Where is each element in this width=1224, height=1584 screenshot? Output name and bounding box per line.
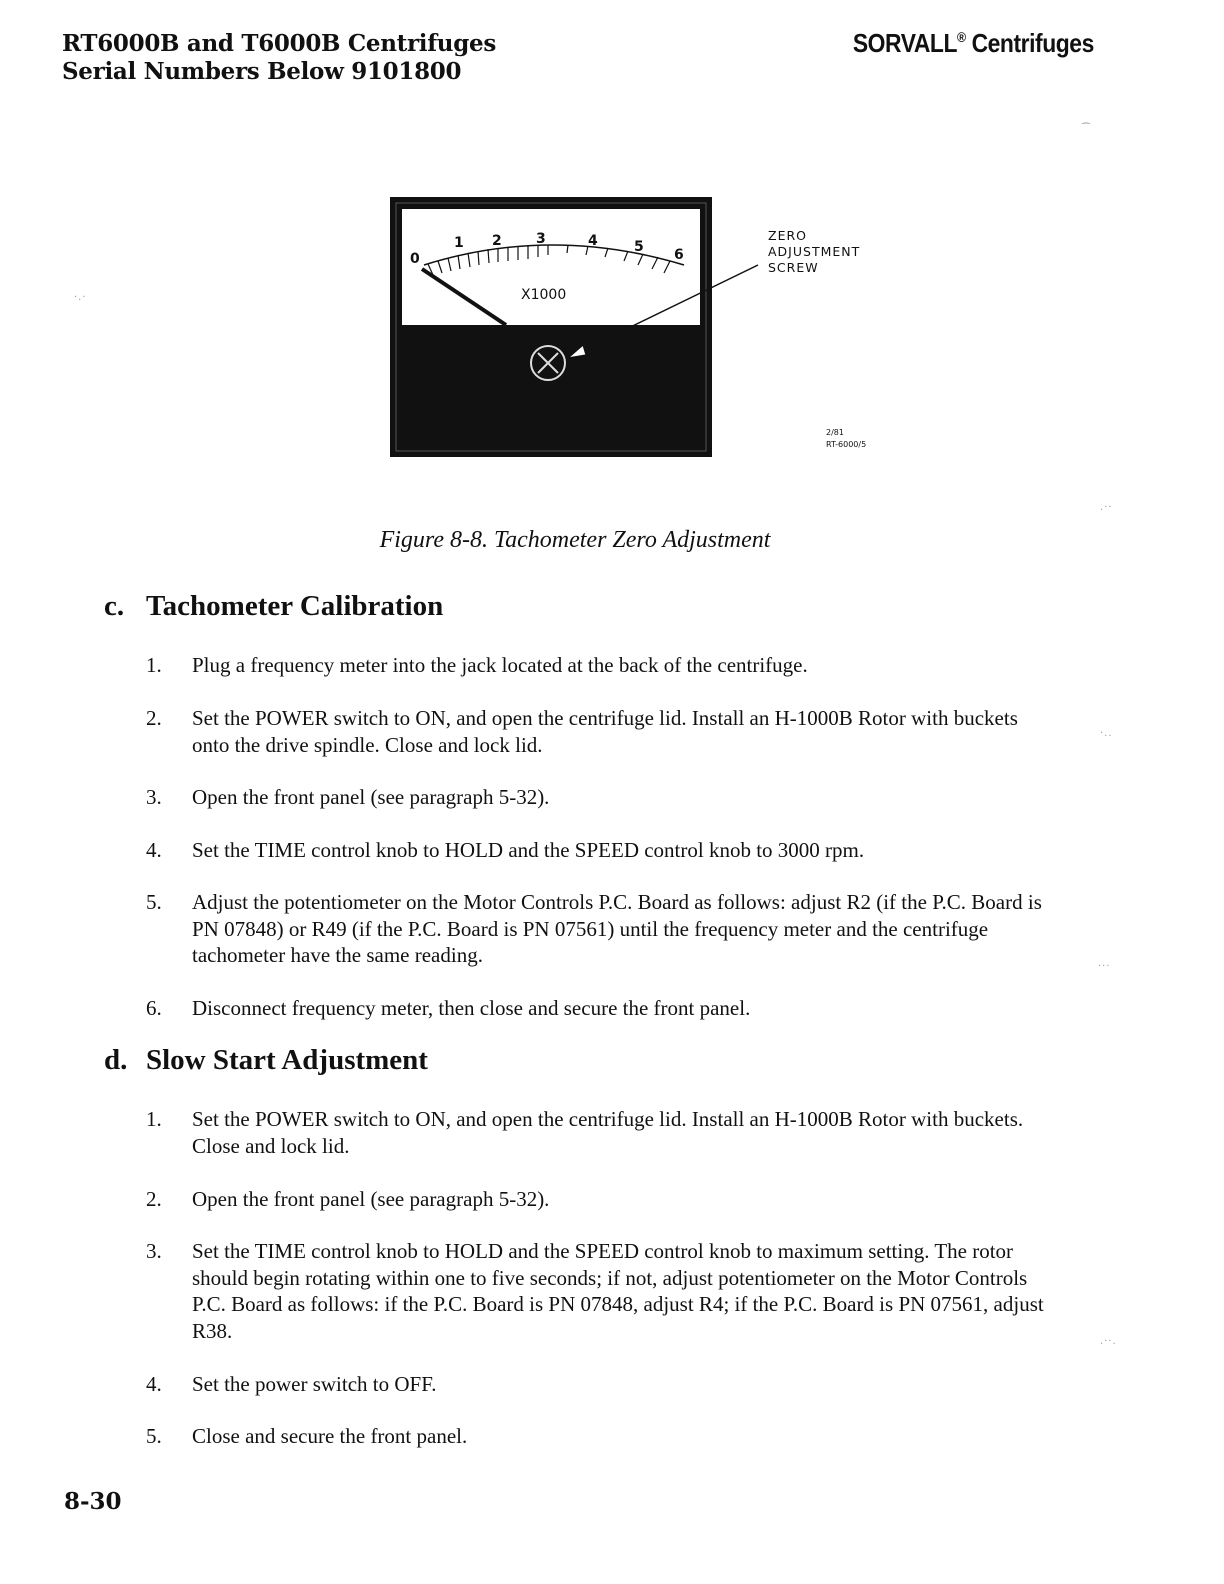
list-item-text: Set the POWER switch to ON, and open the centrifuge lid. Install an H-1000B Rotor with buckets. Close and lock lid. bbox=[192, 1107, 1024, 1158]
scale-label-4: 4 bbox=[588, 233, 598, 249]
list-item-number: 4. bbox=[146, 1372, 162, 1396]
list-item-text: Close and secure the front panel. bbox=[192, 1424, 468, 1448]
brand-suffix: Centrifuges bbox=[971, 28, 1094, 58]
list-item-number: 6. bbox=[146, 996, 162, 1020]
callout-line-2: ADJUSTMENT bbox=[768, 244, 861, 259]
scan-speck: ·.. bbox=[1100, 728, 1113, 739]
list-item-number: 5. bbox=[146, 1424, 162, 1448]
scale-multiplier: X1000 bbox=[521, 287, 567, 303]
scan-speck: ·.· bbox=[74, 292, 87, 303]
scale-label-6: 6 bbox=[674, 247, 684, 263]
list-item bbox=[146, 889, 1046, 969]
scan-speck: ... bbox=[1098, 958, 1111, 969]
registered-mark: ® bbox=[957, 29, 966, 45]
section-letter: c. bbox=[104, 590, 125, 622]
list-item bbox=[146, 1186, 1046, 1213]
list-item bbox=[146, 1371, 1046, 1398]
list-item-number: 1. bbox=[146, 1107, 162, 1131]
figure-code-line1: 2/81 bbox=[826, 428, 844, 437]
scan-speck: ⁀ bbox=[1082, 124, 1092, 135]
scale-label-5: 5 bbox=[634, 239, 644, 255]
scan-speck: .··. bbox=[1100, 1336, 1117, 1347]
section-heading-tachometer-calibration bbox=[104, 590, 443, 623]
header-title-line2: Serial Numbers Below 9101800 bbox=[62, 58, 462, 85]
list-item-number: 5. bbox=[146, 890, 162, 914]
scale-label-3: 3 bbox=[536, 231, 546, 247]
callout-line-3: SCREW bbox=[768, 260, 819, 275]
list-item bbox=[146, 784, 1046, 811]
list-item-number: 2. bbox=[146, 1187, 162, 1211]
list-item-text: Set the TIME control knob to HOLD and the SPEED control knob to maximum setting. The rotor should begin rotating within one to five seconds; if not, adjust potentiometer on the Motor Controls P.C. Board as follows: if the P.C. Board is PN 07848, adjust R4; if the P.C. Board is PN 07561, adjust R38. bbox=[192, 1239, 1044, 1343]
scale-label-1: 1 bbox=[454, 235, 464, 251]
list-item bbox=[146, 1238, 1046, 1344]
header-title-line1: RT6000B and T6000B Centrifuges bbox=[62, 30, 496, 57]
meter-dial-face bbox=[402, 209, 700, 325]
list-item-number: 3. bbox=[146, 785, 162, 809]
list-item-number: 2. bbox=[146, 706, 162, 730]
list-item bbox=[146, 652, 1046, 679]
section-title: Tachometer Calibration bbox=[146, 590, 444, 622]
list-item-text: Set the TIME control knob to HOLD and the SPEED control knob to 3000 rpm. bbox=[192, 838, 865, 862]
section-heading-slow-start-adjustment bbox=[104, 1044, 428, 1077]
list-item bbox=[146, 705, 1046, 758]
brand-header bbox=[853, 28, 1094, 59]
list-item-text: Open the front panel (see paragraph 5-32). bbox=[192, 1187, 550, 1211]
document-header bbox=[62, 30, 496, 86]
callout-line-1: ZERO bbox=[768, 228, 807, 243]
list-item-text: Open the front panel (see paragraph 5-32). bbox=[192, 785, 550, 809]
section-title: Slow Start Adjustment bbox=[146, 1044, 428, 1076]
list-item bbox=[146, 1423, 1046, 1450]
brand-name: SORVALL bbox=[853, 28, 958, 58]
list-item-text: Set the POWER switch to ON, and open the centrifuge lid. Install an H-1000B Rotor with buckets onto the drive spindle. Close and lock lid. bbox=[192, 706, 1018, 757]
list-item-text: Plug a frequency meter into the jack located at the back of the centrifuge. bbox=[192, 653, 808, 677]
scale-label-0: 0 bbox=[410, 251, 420, 267]
scale-label-2: 2 bbox=[492, 233, 502, 249]
list-item-number: 4. bbox=[146, 838, 162, 862]
list-item-text: Disconnect frequency meter, then close and secure the front panel. bbox=[192, 996, 751, 1020]
list-item-number: 1. bbox=[146, 653, 162, 677]
tachometer-figure bbox=[388, 195, 888, 465]
list-item-text: Adjust the potentiometer on the Motor Controls P.C. Board as follows: adjust R2 (if the P.C. Board is PN 07848) or R49 (if the P.C. Board is PN 07561) until the frequency meter and the centrifuge tachometer have the same reading. bbox=[192, 890, 1042, 967]
list-item bbox=[146, 995, 1046, 1022]
tachometer-illustration bbox=[388, 195, 888, 465]
figure-caption: Figure 8-8. Tachometer Zero Adjustment bbox=[379, 527, 771, 553]
list-item-text: Set the power switch to OFF. bbox=[192, 1372, 437, 1396]
page-number: 8-30 bbox=[64, 1488, 122, 1515]
section-letter: d. bbox=[104, 1044, 128, 1076]
figure-code-line2: RT-6000/5 bbox=[826, 440, 867, 449]
list-item bbox=[146, 837, 1046, 864]
scan-speck: .·· bbox=[1100, 502, 1113, 513]
list-item bbox=[146, 1106, 1046, 1159]
list-item-number: 3. bbox=[146, 1239, 162, 1263]
